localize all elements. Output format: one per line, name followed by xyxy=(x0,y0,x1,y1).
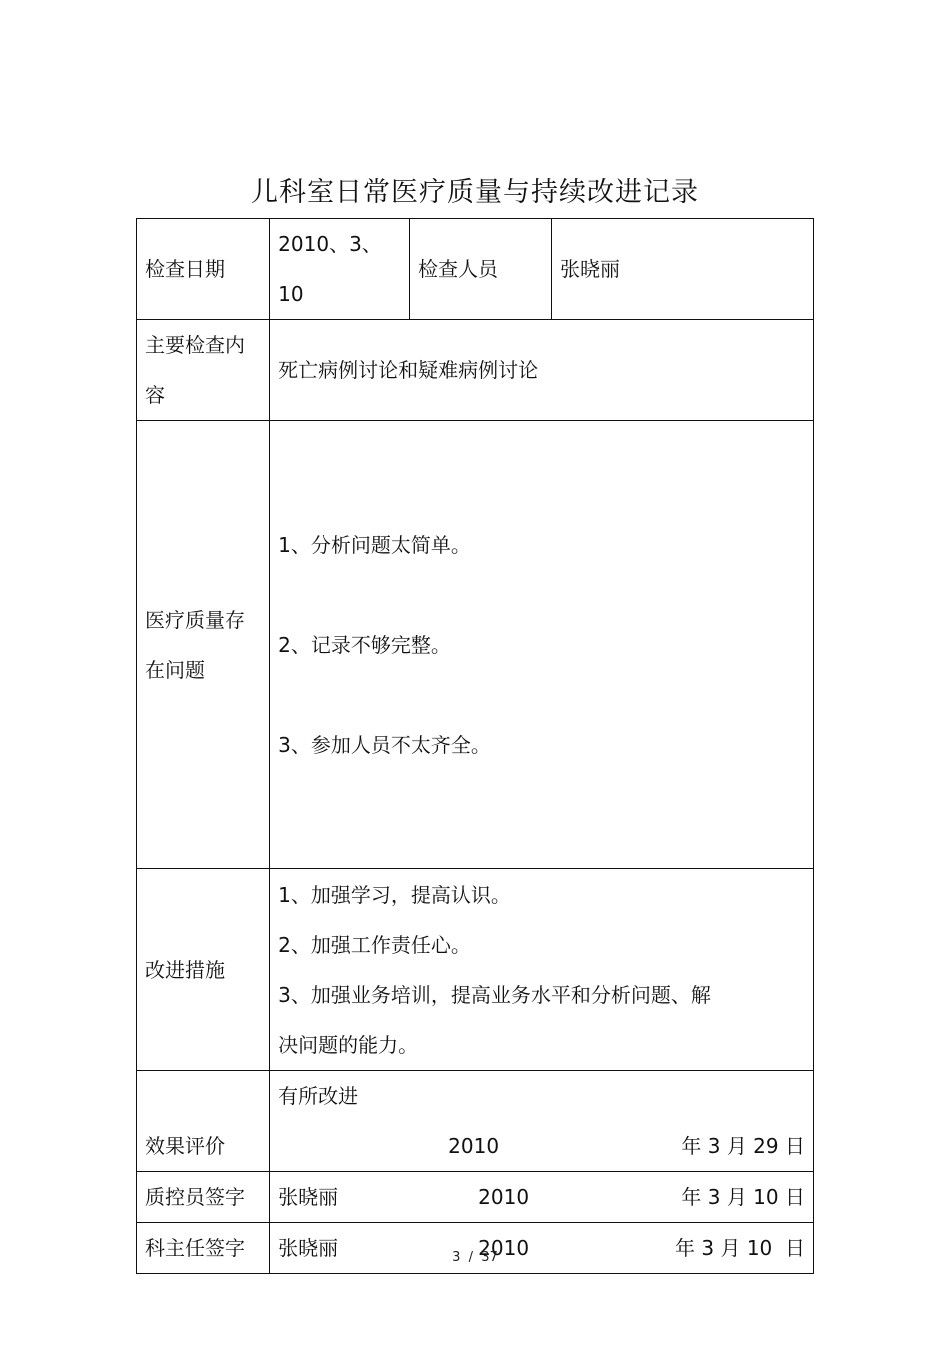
main-content-label: 主要检查内容 xyxy=(137,320,270,421)
improvement-measures-label: 改进措施 xyxy=(137,869,270,1071)
quality-issue-item: 3、参加人员不太齐全。 xyxy=(278,732,491,757)
table-row-inspection-date xyxy=(137,219,814,320)
qc-signature-cell xyxy=(270,1172,814,1223)
table-row-qc-signature xyxy=(137,1172,814,1223)
director-signature-name: 张晓丽 xyxy=(278,1236,339,1260)
director-signature-year: 2010 xyxy=(478,1236,530,1260)
effect-evaluation-label: 效果评价 xyxy=(137,1071,270,1172)
director-signature-cell xyxy=(270,1223,814,1274)
measure-item-continued: 决问题的能力。 xyxy=(278,1032,419,1057)
quality-issues-list xyxy=(270,421,814,869)
measure-item: 3、加强业务培训，提高业务水平和分析问题、解 xyxy=(278,982,711,1007)
qc-signature-name: 张晓丽 xyxy=(278,1185,339,1209)
measure-item: 1、加强学习，提高认识。 xyxy=(278,882,511,907)
quality-issue-item: 2、记录不够完整。 xyxy=(278,632,451,657)
qc-signature-year: 2010 xyxy=(478,1185,530,1209)
effect-evaluation-cell xyxy=(270,1071,814,1172)
effect-evaluation-date xyxy=(278,1121,805,1171)
director-signature-month-day: 年 3 月 10 日 xyxy=(675,1236,805,1260)
table-row-main-content xyxy=(137,320,814,421)
table-row-effect-evaluation xyxy=(137,1071,814,1172)
evaluation-year: 2010 xyxy=(448,1134,500,1158)
inspection-date-value: 2010、3、10 xyxy=(270,219,410,320)
page-title: 儿科室日常医疗质量与持续改进记录 xyxy=(251,177,699,208)
evaluation-month-day: 年 3 月 29 日 xyxy=(681,1134,805,1158)
inspector-label: 检查人员 xyxy=(410,219,552,320)
main-content-value: 死亡病例讨论和疑难病例讨论 xyxy=(270,320,814,421)
improvement-measures-list xyxy=(270,869,814,1071)
measure-item: 2、加强工作责任心。 xyxy=(278,932,471,957)
quality-record-table xyxy=(136,218,814,1274)
table-row-quality-issues xyxy=(137,421,814,869)
table-row-director-signature xyxy=(137,1223,814,1274)
effect-evaluation-value: 有所改进 xyxy=(278,1084,359,1108)
page-number: 3 / 37 xyxy=(452,1250,498,1265)
qc-signature-label: 质控员签字 xyxy=(137,1172,270,1223)
inspection-date-label: 检查日期 xyxy=(137,219,270,320)
director-signature-label: 科主任签字 xyxy=(137,1223,270,1274)
quality-issue-item: 1、分析问题太简单。 xyxy=(278,532,471,557)
table-row-improvement-measures xyxy=(137,869,814,1071)
qc-signature-month-day: 年 3 月 10 日 xyxy=(681,1185,805,1209)
inspector-value: 张晓丽 xyxy=(552,219,814,320)
quality-issues-label: 医疗质量存在问题 xyxy=(137,421,270,869)
